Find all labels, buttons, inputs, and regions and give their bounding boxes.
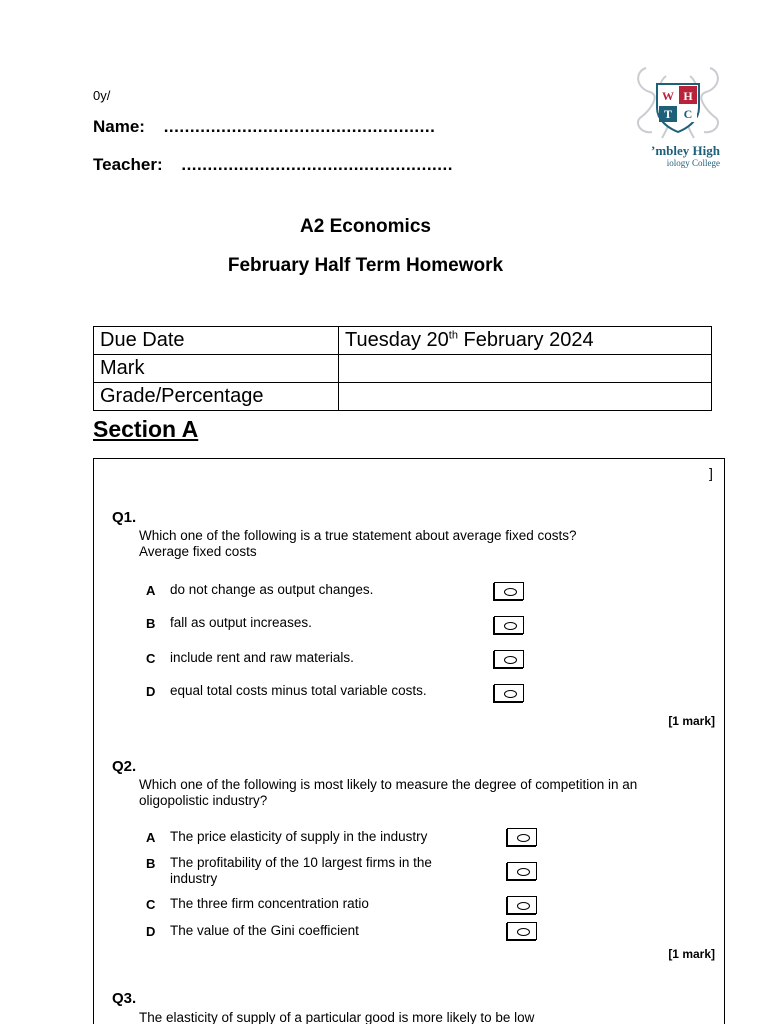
teacher-dotted-line: .................................................... [181, 155, 453, 174]
q2-option-b-answer-box[interactable] [507, 862, 537, 880]
q2-option-a-text: The price elasticity of supply in the industry [170, 829, 428, 844]
school-name-line1: ’mbley High [651, 143, 720, 158]
q2-option-b-text: The profitability of the 10 largest firms in the industry [170, 855, 432, 886]
grade-value[interactable] [339, 383, 712, 411]
logo-letter-c: C [683, 107, 693, 121]
q2-option-b-letter: B [146, 856, 156, 871]
q1-mark: [1 mark] [668, 714, 715, 728]
q1-option-a-answer-box[interactable] [494, 582, 524, 600]
course-title: A2 Economics [300, 216, 431, 237]
due-date-value [339, 327, 712, 355]
q1-option-b-text: fall as output increases. [170, 615, 312, 630]
question-text-q1 [139, 528, 699, 560]
q2-option-c-letter: C [146, 897, 156, 912]
due-date-row [94, 327, 712, 355]
answer-oval-icon [517, 902, 530, 910]
answer-oval-icon [504, 656, 517, 664]
frame-bracket: ] [709, 465, 713, 481]
question-number-q2: Q2. [112, 758, 137, 775]
q2-option-d-letter: D [146, 924, 156, 939]
teacher-field[interactable] [93, 155, 453, 175]
q2-option-c-answer-box[interactable] [507, 896, 537, 914]
q2-option-c-text: The three firm concentration ratio [170, 896, 369, 911]
q2-option-d-answer-box[interactable] [507, 922, 537, 940]
section-title: Section A [93, 416, 199, 442]
answer-oval-icon [504, 588, 517, 596]
q1-option-c-letter: C [146, 651, 156, 666]
grade-row [94, 383, 712, 411]
q1-option-a-letter: A [146, 583, 156, 598]
name-label: Name: [93, 117, 145, 136]
mark-value[interactable] [339, 355, 712, 383]
grade-label: Grade/Percentage [94, 383, 339, 411]
teacher-label: Teacher: [93, 155, 163, 174]
q2-option-a-answer-box[interactable] [507, 828, 537, 846]
q1-option-b-answer-box[interactable] [494, 616, 524, 634]
logo-letter-h: H [683, 89, 693, 103]
answer-oval-icon [517, 868, 530, 876]
q1-option-d-letter: D [146, 684, 156, 699]
name-dotted-line: .................................................... [163, 117, 436, 136]
logo-letter-t: T [663, 107, 673, 121]
question-number-q3: Q3. [112, 990, 137, 1007]
question-text-q1-line2: Average fixed costs [139, 544, 257, 559]
due-date-value-day: Tuesday 20 [345, 329, 449, 351]
due-date-value-month: February 2024 [457, 329, 594, 351]
q2-option-d-text: The value of the Gini coefficient [170, 923, 359, 938]
question-number-q1: Q1. [112, 509, 137, 526]
mark-label: Mark [94, 355, 339, 383]
q2-option-a-letter: A [146, 830, 156, 845]
due-date-label: Due Date [94, 327, 339, 355]
q2-mark: [1 mark] [668, 947, 715, 961]
document-reference: 0y/ [93, 88, 111, 103]
homework-title: February Half Term Homework [227, 255, 504, 276]
answer-oval-icon [504, 622, 517, 630]
answer-oval-icon [517, 834, 530, 842]
q1-option-d-answer-box[interactable] [494, 684, 524, 702]
answer-oval-icon [504, 690, 517, 698]
school-crest-icon [628, 62, 728, 148]
info-table [93, 326, 712, 411]
school-name [630, 144, 720, 169]
mark-row [94, 355, 712, 383]
q1-option-b-letter: B [146, 616, 156, 631]
question-text-q3: The elasticity of supply of a particular good is more likely to be low [139, 1010, 535, 1024]
school-name-line2: iology College [666, 158, 720, 168]
answer-oval-icon [517, 928, 530, 936]
q1-option-c-text: include rent and raw materials. [170, 650, 354, 665]
question-text-q2: Which one of the following is most likely to measure the degree of competition in an oligopolistic industry? [139, 777, 638, 808]
due-date-ordinal: th [448, 329, 458, 342]
logo-letter-w: W [662, 89, 674, 103]
q1-option-a-text: do not change as output changes. [170, 582, 374, 597]
q1-option-d-text: equal total costs minus total variable costs. [170, 683, 427, 698]
name-field[interactable] [93, 117, 435, 137]
q1-option-c-answer-box[interactable] [494, 650, 524, 668]
question-text-q1-line1: Which one of the following is a true statement about average fixed costs? [139, 528, 577, 543]
